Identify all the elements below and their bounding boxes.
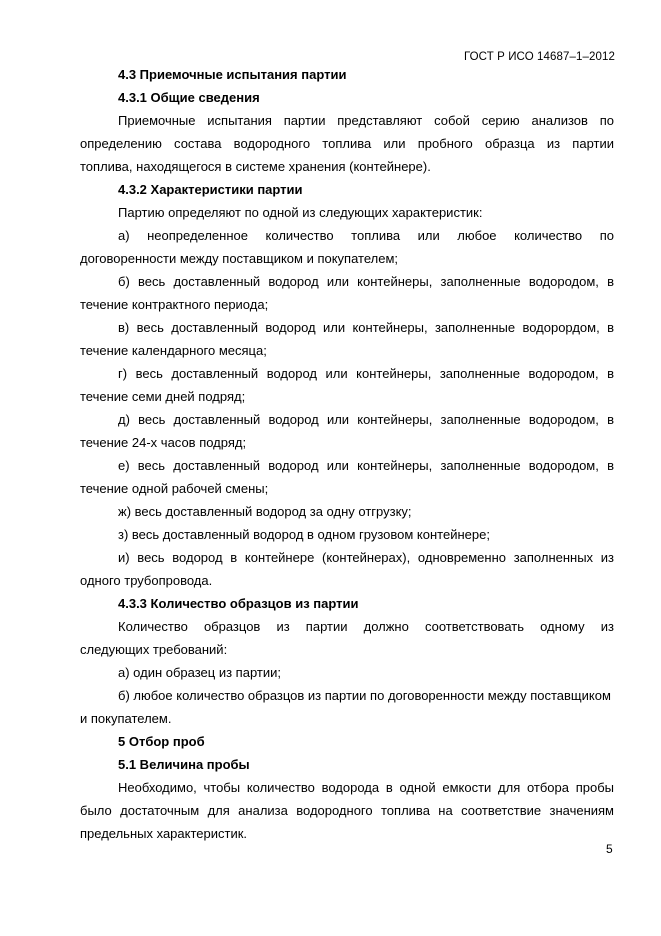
text-line: предельных характеристик. bbox=[80, 826, 248, 841]
text-line: следующих требований: bbox=[80, 642, 228, 657]
text-line: топлива, находящегося в системе хранения (контейнере). bbox=[80, 159, 431, 174]
text-line: течение контрактного периода; bbox=[80, 297, 269, 312]
text-line: а) один образец из партии; bbox=[118, 665, 281, 680]
text-line: е) весь доставленный водород или контейнеры, заполненные водородом, в bbox=[118, 458, 614, 473]
text-line: определению состава водородного топлива или пробного образца из партии bbox=[80, 136, 614, 151]
text-line: было достаточным для анализа водородного топлива на соответствие значениям bbox=[80, 803, 614, 818]
text-line: Количество образцов из партии должно соответствовать одному из bbox=[118, 619, 614, 634]
text-line: а) неопределенное количество топлива или любое количество по bbox=[118, 228, 614, 243]
section-heading: 5 Отбор проб bbox=[118, 734, 205, 749]
document-body bbox=[80, 63, 614, 845]
text-line: б) любое количество образцов из партии по договоренности между поставщиком bbox=[118, 688, 611, 703]
text-line: течение одной рабочей смены; bbox=[80, 481, 269, 496]
text-line: ж) весь доставленный водород за одну отгрузку; bbox=[118, 504, 412, 519]
text-line: течение календарного месяца; bbox=[80, 343, 267, 358]
section-heading: 5.1 Величина пробы bbox=[118, 757, 250, 772]
text-line: течение 24-х часов подряд; bbox=[80, 435, 247, 450]
text-line: и) весь водород в контейнере (контейнерах), одновременно заполненных из bbox=[118, 550, 614, 565]
text-line: и покупателем. bbox=[80, 711, 172, 726]
text-line: одного трубопровода. bbox=[80, 573, 213, 588]
section-heading: 4.3.3 Количество образцов из партии bbox=[118, 596, 359, 611]
text-line: д) весь доставленный водород или контейнеры, заполненные водородом, в bbox=[118, 412, 614, 427]
text-line: б) весь доставленный водород или контейнеры, заполненные водородом, в bbox=[118, 274, 614, 289]
text-line: Партию определяют по одной из следующих характеристик: bbox=[118, 205, 483, 220]
text-line: Приемочные испытания партии представляют собой серию анализов по bbox=[118, 113, 614, 128]
text-line: течение семи дней подряд; bbox=[80, 389, 246, 404]
text-line: Необходимо, чтобы количество водорода в одной емкости для отбора пробы bbox=[118, 780, 614, 795]
section-heading: 4.3.1 Общие сведения bbox=[118, 90, 260, 105]
text-line: договоренности между поставщиком и покупателем; bbox=[80, 251, 398, 266]
text-line: в) весь доставленный водород или контейнеры, заполненные водорордом, в bbox=[118, 320, 614, 335]
section-heading: 4.3.2 Характеристики партии bbox=[118, 182, 303, 197]
document-header: ГОСТ Р ИСО 14687–1–2012 bbox=[463, 51, 615, 63]
section-heading: 4.3 Приемочные испытания партии bbox=[118, 67, 347, 82]
page-number: 5 bbox=[606, 842, 613, 856]
text-line: г) весь доставленный водород или контейнеры, заполненные водородом, в bbox=[118, 366, 614, 381]
text-line: з) весь доставленный водород в одном грузовом контейнере; bbox=[118, 527, 490, 542]
